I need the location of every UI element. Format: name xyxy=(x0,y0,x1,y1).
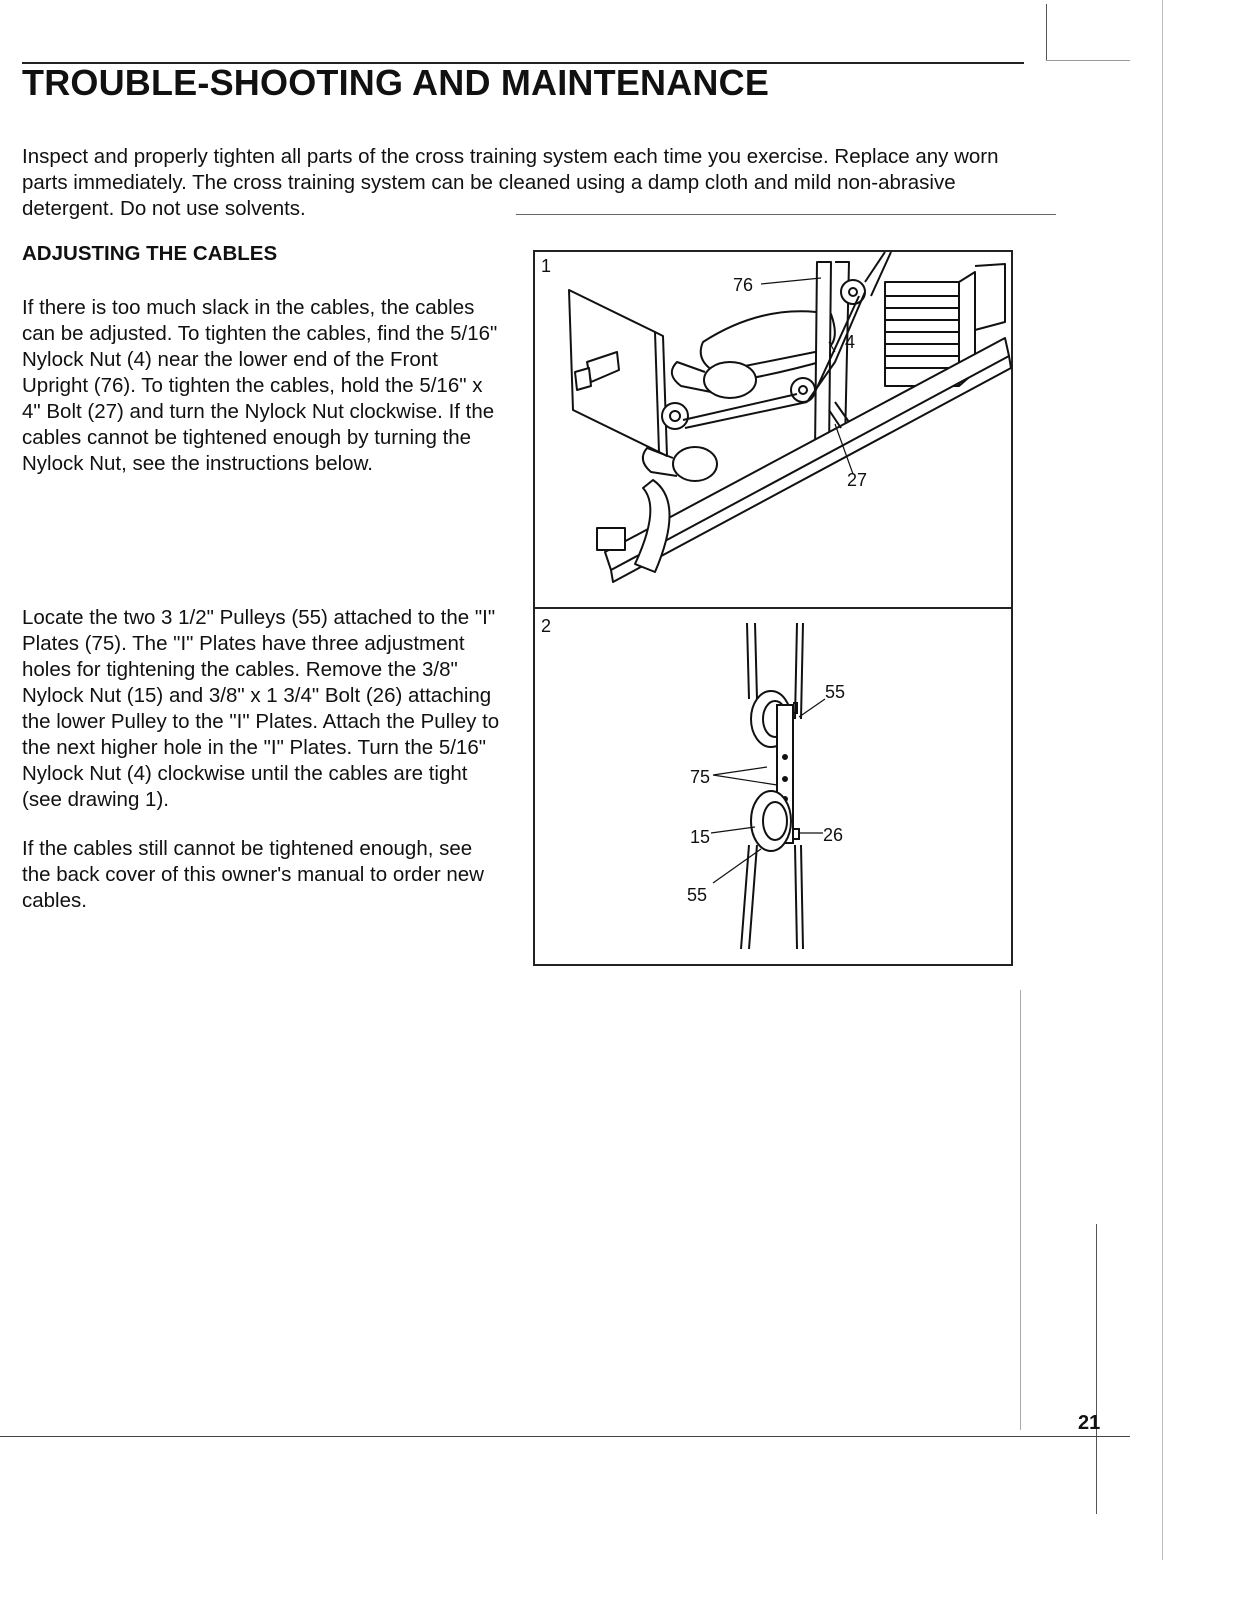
figure-2-callout-15: 15 xyxy=(690,827,711,847)
figure-1-number: 1 xyxy=(541,256,552,276)
figure-1-callout-27: 27 xyxy=(847,470,868,490)
page-corner-line xyxy=(1096,1224,1097,1514)
intro-paragraph: Inspect and properly tighten all parts of the cross training system each time you exercise. Replace any worn parts immediately. The cross training system can be cleaned using a damp cloth and mild non-abrasive detergent. Do not use solvents. xyxy=(22,145,999,220)
figure-2-callout-55-upper: 55 xyxy=(825,682,846,702)
figure-2-callout-75: 75 xyxy=(690,767,711,787)
paragraph-order-cables: If the cables still cannot be tightened enough, see the back cover of this owner's manual to order new cables. xyxy=(22,837,484,912)
section-heading: ADJUSTING THE CABLES xyxy=(22,242,278,265)
page-title: TROUBLE-SHOOTING AND MAINTENANCE xyxy=(22,62,770,103)
figure-1-drawing xyxy=(535,252,1011,606)
scan-edge-line xyxy=(1046,60,1130,61)
page-number: 21 xyxy=(1078,1412,1101,1434)
scan-edge-line xyxy=(1046,4,1047,60)
footer-rule xyxy=(0,1436,1130,1437)
scan-edge-line xyxy=(1162,0,1163,1560)
scan-edge-line xyxy=(1020,990,1021,1430)
figure-2-number: 2 xyxy=(541,616,552,636)
figure-1-callout-4: 4 xyxy=(845,332,856,352)
figure-1-callout-76: 76 xyxy=(733,275,754,295)
paragraph-nylock-nut: If there is too much slack in the cables, the cables can be adjusted. To tighten the cables, find the 5/16" Nylock Nut (4) near the lower end of the Front Upright (76). To tighten the cables, hold the 5/16" x 4" Bolt (27) and turn the Nylock Nut clockwise. If the cables cannot be tightened enough by turning the Nylock Nut, see the instructions below. xyxy=(22,296,498,475)
scan-edge-line xyxy=(516,214,1056,215)
figure-2-callout-55-lower: 55 xyxy=(687,885,708,905)
figure-2-callout-26: 26 xyxy=(823,825,844,845)
paragraph-pulleys: Locate the two 3 1/2" Pulleys (55) attached to the "I" Plates (75). The "I" Plates have three adjustment holes for tightening the cables. Remove the 3/8" Nylock Nut (15) and 3/8" x 1 3/4" Bolt (26) attaching the lower Pulley to the "I" Plates. Attach the Pulley to the next higher hole in the "I" Plates. Turn the 5/16" Nylock Nut (4) clockwise until the cables are tight (see drawing 1). xyxy=(22,606,500,811)
figure-2-drawing xyxy=(535,609,1011,964)
